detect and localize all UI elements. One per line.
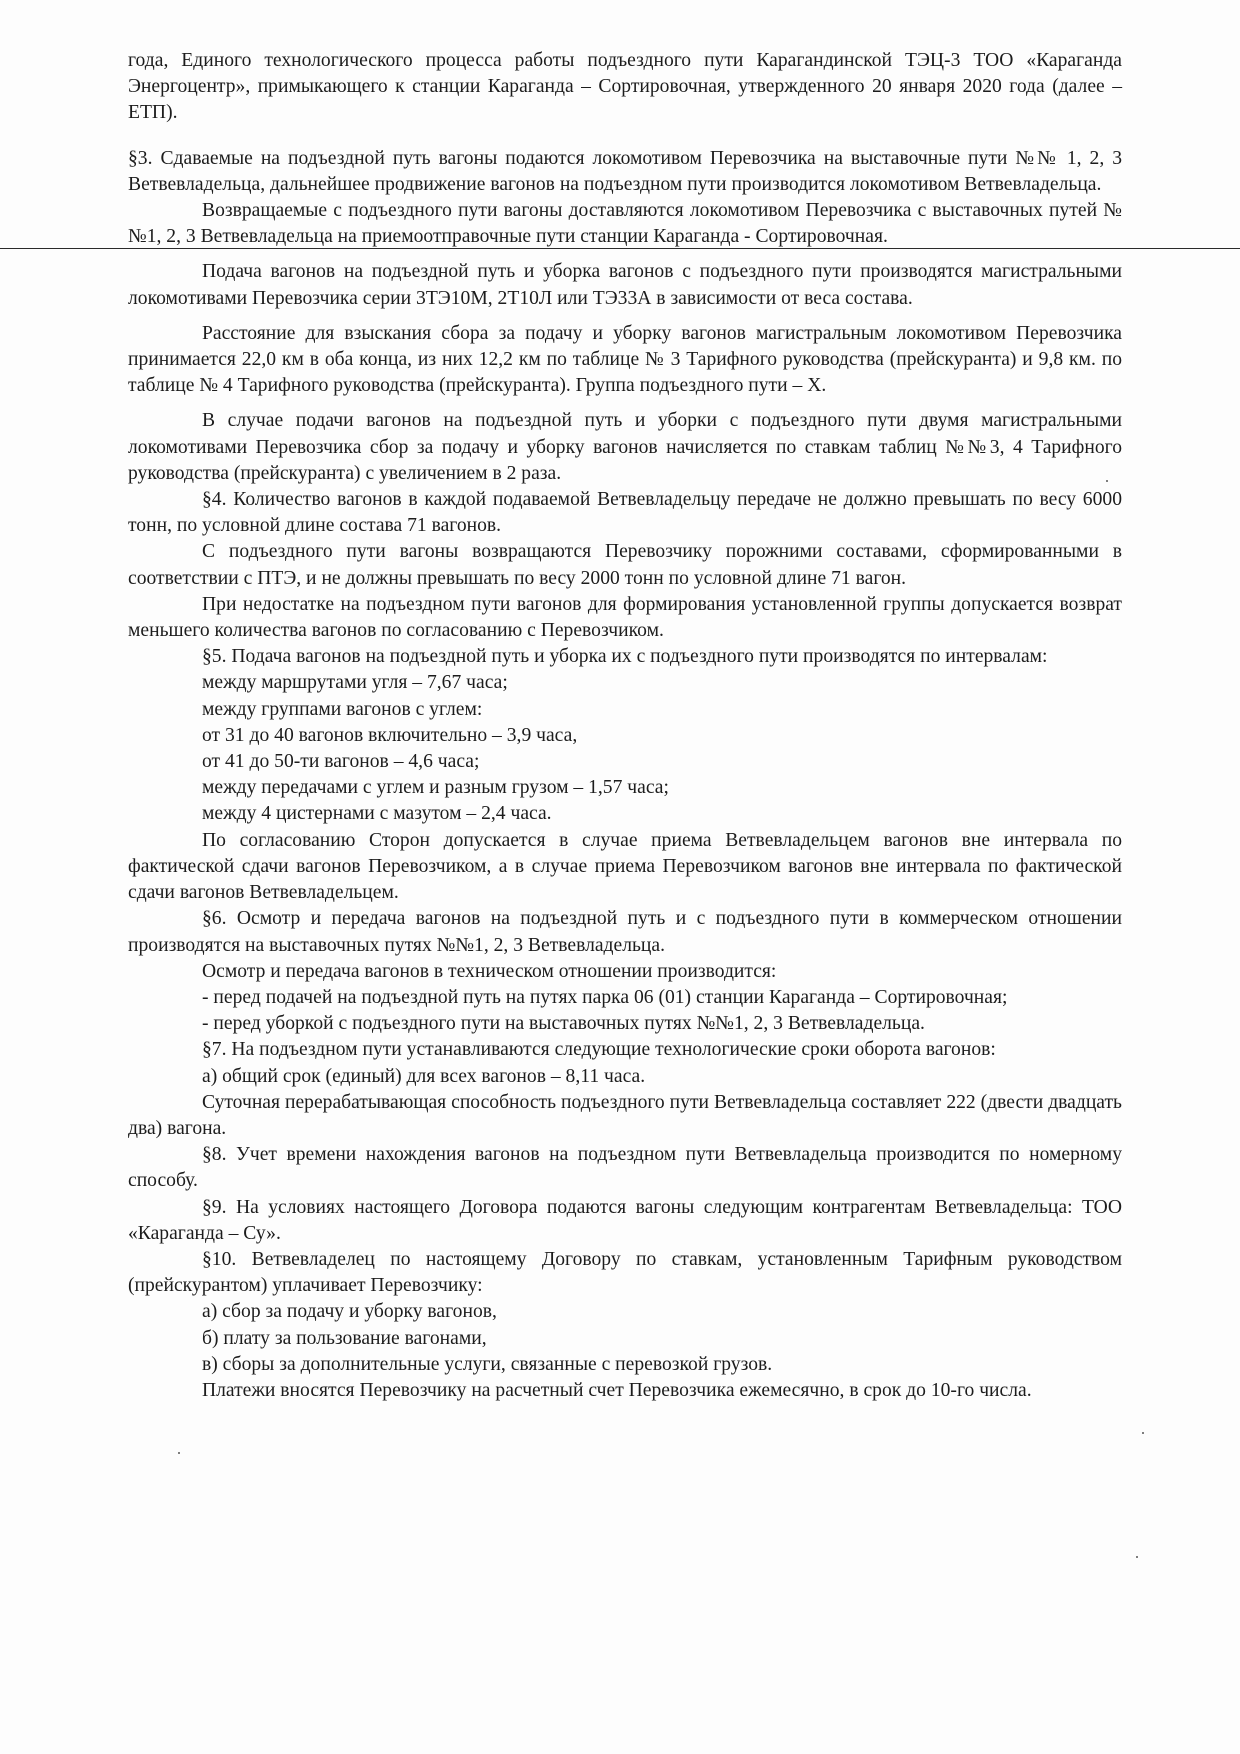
paragraph: С подъездного пути вагоны возвращаются Перевозчику порожними составами, сформированными в соответствии с ПТЭ, и не должны превышать по весу 2000 тонн по условной длине 71 вагон. <box>128 541 1122 589</box>
list-item: от 41 до 50-ти вагонов – 4,6 часа; <box>202 751 480 773</box>
paragraph: При недостатке на подъездном пути вагонов для формирования установленной группы допускается возврат меньшего количества вагонов по согласованию с Перевозчиком. <box>128 593 1122 642</box>
document-body <box>128 48 1122 1404</box>
paragraph: По согласованию Сторон допускается в случае приема Ветвевладельцем вагонов вне интервала по фактической сдачи вагонов Перевозчиком, а в случае приема Перевозчиком вагонов вне интервала по фактической сдачи вагонов Ветвевладельцем. <box>128 829 1122 904</box>
list-item: а) сбор за подачу и уборку вагонов, <box>202 1301 497 1323</box>
paragraph: Платежи вносятся Перевозчику на расчетный счет Перевозчика ежемесячно, в срок до 10-го числа. <box>202 1379 1032 1401</box>
paragraph: §5. Подача вагонов на подъездной путь и уборка их с подъездного пути производятся по интервалам: <box>202 646 1048 668</box>
scan-speck <box>1136 1556 1138 1558</box>
paragraph: года, Единого технологического процесса работы подъездного пути Карагандинской ТЭЦ-3 ТОО «Караганда Энергоцентр», примыкающего к станции Караганда – Сортировочная, утвержденного 20 января 2020 года (далее – ЕТП). <box>128 50 1122 124</box>
paragraph: Суточная перерабатывающая способность подъездного пути Ветвевладельца составляет 222 (двести двадцать два) вагона. <box>128 1091 1122 1139</box>
paragraph: §8. Учет времени нахождения вагонов на подъездном пути Ветвевладельца производится по номерному способу. <box>128 1144 1122 1192</box>
paragraph: §10. Ветвевладелец по настоящему Договору по ставкам, установленным Тарифным руководством (прейскурантом) уплачивает Перевозчику: <box>128 1248 1122 1297</box>
paragraph: Осмотр и передача вагонов в техническом отношении производится: <box>202 960 777 982</box>
paragraph: а) общий срок (единый) для всех вагонов – 8,11 часа. <box>202 1065 646 1087</box>
paragraph: §6. Осмотр и передача вагонов на подъездной путь и с подъездного пути в коммерческом отношении производятся на выставочных путях №№1, 2, 3 Ветвевладельца. <box>128 908 1122 956</box>
paragraph: Расстояние для взыскания сбора за подачу и уборку вагонов магистральным локомотивом Перевозчика принимается 22,0 км в оба конца, из них 12,2 км по таблице № 3 Тарифного руководства (прейскуранта) и 9,8 км. по таблице № 4 Тарифного руководства (прейскуранта). Группа подъездного пути – Х. <box>128 322 1122 397</box>
list-item: между 4 цистернами с мазутом – 2,4 часа. <box>202 803 552 825</box>
list-item: б) плату за пользование вагонами, <box>202 1327 487 1349</box>
paragraph: Подача вагонов на подъездной путь и уборка вагонов с подъездного пути производятся магистральными локомотивами Перевозчика серии 3ТЭ10М, 2Т10Л или ТЭ33А в зависимости от веса состава. <box>128 261 1122 309</box>
paragraph: - перед уборкой с подъездного пути на выставочных путях №№1, 2, 3 Ветвевладельца. <box>202 1013 925 1035</box>
scan-speck <box>178 1452 180 1454</box>
scan-speck <box>1106 480 1108 482</box>
paragraph: §4. Количество вагонов в каждой подаваемой Ветвевладельцу передаче не должно превышать по весу 6000 тонн, по условной длине состава 71 вагонов. <box>128 489 1122 537</box>
scan-speck <box>1142 1432 1144 1434</box>
list-item: между группами вагонов с углем: <box>202 698 483 720</box>
list-item: между передачами с углем и разным грузом – 1,57 часа; <box>202 777 669 799</box>
paragraph: §7. На подъездном пути устанавливаются следующие технологические сроки оборота вагонов: <box>202 1039 996 1061</box>
paragraph: - перед подачей на подъездной путь на путях парка 06 (01) станции Караганда – Сортировочная; <box>202 986 1008 1008</box>
paragraph: §9. На условиях настоящего Договора подаются вагоны следующим контрагентам Ветвевладельца: ТОО «Караганда – Су». <box>128 1196 1122 1244</box>
paragraph: §3. Сдаваемые на подъездной путь вагоны подаются локомотивом Перевозчика на выставочные пути №№ 1, 2, 3 Ветвевладельца, дальнейшее продвижение вагонов на подъездном пути производится локомотивом Ветвевладельца. <box>128 147 1122 195</box>
paragraph: В случае подачи вагонов на подъездной путь и уборки с подъездного пути двумя магистральными локомотивами Перевозчика сбор за подачу и уборку вагонов начисляется по ставкам таблиц №№3, 4 Тарифного руководства (прейскуранта) с увеличением в 2 раза. <box>128 410 1122 484</box>
list-item: между маршрутами угля – 7,67 часа; <box>202 672 508 694</box>
paragraph: Возвращаемые с подъездного пути вагоны доставляются локомотивом Перевозчика с выставочных путей №№1, 2, 3 Ветвевладельца на приемоотправочные пути станции Караганда - Сортировочная. <box>128 200 1122 248</box>
list-item: в) сборы за дополнительные услуги, связанные с перевозкой грузов. <box>202 1353 773 1375</box>
list-item: от 31 до 40 вагонов включительно – 3,9 часа, <box>202 724 578 746</box>
